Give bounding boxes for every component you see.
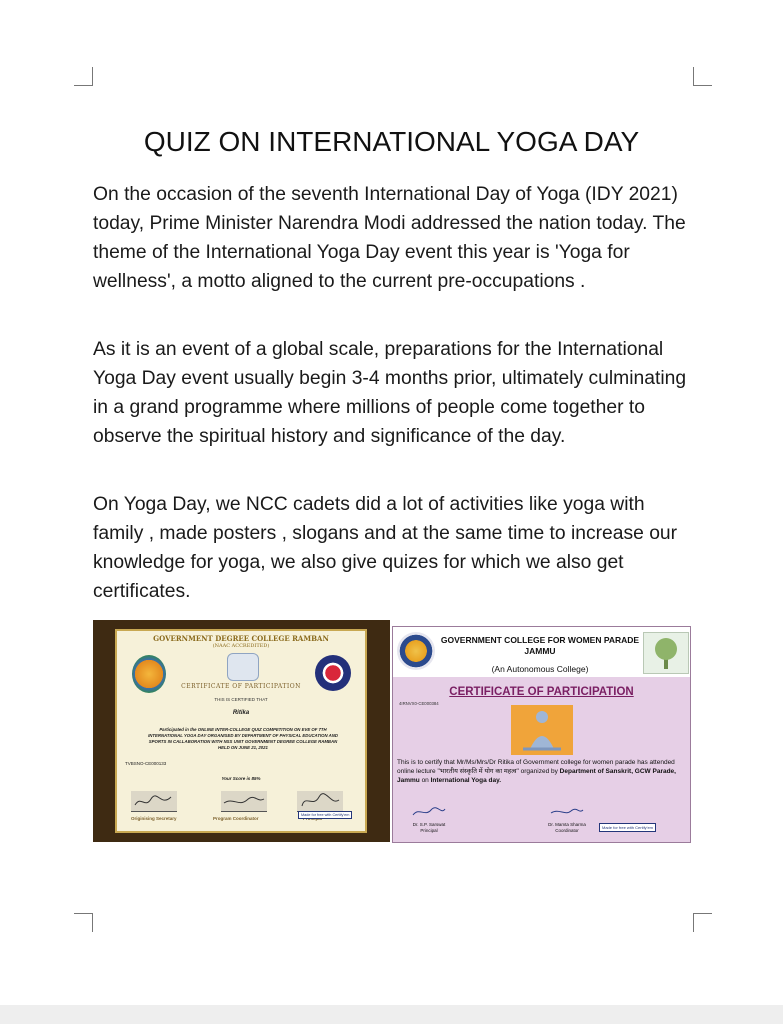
tree-logo-icon bbox=[643, 632, 689, 674]
signature-2 bbox=[221, 791, 267, 812]
cert2-signer-2-name: Dr. Mamta Sharma bbox=[548, 822, 586, 827]
certificate-ramban bbox=[93, 620, 390, 842]
paragraph-3: On Yoga Day, we NCC cadets did a lot of activities like yoga with family , made posters , slogans and at the same time to increase our knowledge for yoga, we also give quizes for which we also get certificates. bbox=[93, 494, 678, 602]
cert1-certified: THIS IS CERTIFIED THAT bbox=[214, 697, 268, 702]
crop-mark-top-right bbox=[693, 67, 712, 86]
certificate-jammu bbox=[392, 626, 691, 843]
cert2-serial: 4IRNVX0-CE000384 bbox=[399, 701, 439, 706]
cert1-college: GOVERNMENT DEGREE COLLEGE RAMBAN bbox=[153, 634, 329, 643]
college-emblem-icon bbox=[227, 653, 259, 681]
cert1-made-with: Made for free with Certify'em bbox=[298, 811, 352, 819]
page-footer-strip bbox=[0, 1005, 783, 1024]
cert2-signer-2 bbox=[539, 822, 595, 834]
cert1-role-1: Originising Secretary bbox=[131, 816, 177, 821]
cert2-signer-2-title: Coordinator bbox=[555, 828, 579, 833]
crop-mark-top-left bbox=[74, 67, 93, 86]
cert2-college: GOVERNMENT COLLEGE FOR WOMEN PARADE JAMMU bbox=[440, 635, 640, 656]
cert2-text bbox=[397, 758, 687, 785]
crop-mark-bottom-right bbox=[693, 913, 712, 932]
cert1-body: Participated in the ONLINE INTER-COLLEGE QUIZ COMPETITION ON EVE OF 7TH INTERNATIONAL YOGA DAY ORGANISED BY DEPARTMENT OF PHYSICAL EDUCATION AND SPORTS IN CALLABORATION WITH NSS UNIT GOVERNMENT DEGREE COLLEGE RAMBAN HELD ON JUNE 21, 2021 bbox=[148, 727, 338, 750]
crop-mark-bottom-left bbox=[74, 913, 93, 932]
cert2-signer-1 bbox=[401, 822, 457, 834]
paragraph-1: On the occasion of the seventh International Day of Yoga (IDY 2021) today, Prime Minister Narendra Modi addressed the nation today. The theme of the International Yoga Day event this year is 'Yoga for wellness', a motto aligned to the current pre-occupations . bbox=[93, 184, 686, 292]
cert1-score: Your Score is 85% bbox=[221, 776, 261, 781]
cert2-autonomous: (An Autonomous College) bbox=[491, 664, 589, 674]
cert1-serial: TVBSNO-CE000133 bbox=[125, 761, 167, 766]
cert1-role-2: Program Coordinator bbox=[213, 816, 259, 821]
cert2-signature-1 bbox=[411, 805, 447, 819]
cert2-text-a: This is to certify that Mr/Ms/Mrs/Dr Ritika of Government college for women parade has attended online lecture "भारतीय संस्कृति में योग का महत्व" organized by bbox=[397, 759, 675, 775]
signature-3 bbox=[297, 791, 343, 812]
paragraph-2: As it is an event of a global scale, preparations for the International Yoga Day event usually begin 3-4 months prior, ultimately culminating in a grand programme where millions of people come together to observe the spiritual history and significance of the day. bbox=[93, 339, 687, 447]
cert2-text-c: on bbox=[419, 777, 431, 784]
cert2-signer-1-title: Principal bbox=[420, 828, 438, 833]
cert1-heading: CERTIFICATE OF PARTICIPATION bbox=[181, 683, 301, 690]
college-seal-icon bbox=[397, 632, 435, 670]
meditation-figure-icon bbox=[511, 705, 573, 755]
cert2-header bbox=[393, 627, 690, 677]
cert2-signature-2 bbox=[549, 805, 585, 819]
page-title: QUIZ ON INTERNATIONAL YOGA DAY bbox=[143, 126, 640, 157]
cert2-made-with: Made for free with Certify'em bbox=[599, 823, 656, 832]
cert1-name: Ritika bbox=[232, 710, 250, 716]
certificate-ramban-inner bbox=[115, 629, 367, 833]
cert1-accreditation: (NAAC ACCREDITED) bbox=[212, 643, 270, 649]
cert2-signer-1-name: Dr. S.P. Sarswat bbox=[412, 822, 446, 827]
signature-1 bbox=[131, 791, 177, 812]
cert2-text-d: International Yoga day. bbox=[430, 777, 502, 784]
cert2-text-b: Department of Sanskrit, GCW Parade, Jammu bbox=[397, 768, 676, 784]
cert2-heading: CERTIFICATE OF PARTICIPATION bbox=[449, 686, 634, 698]
